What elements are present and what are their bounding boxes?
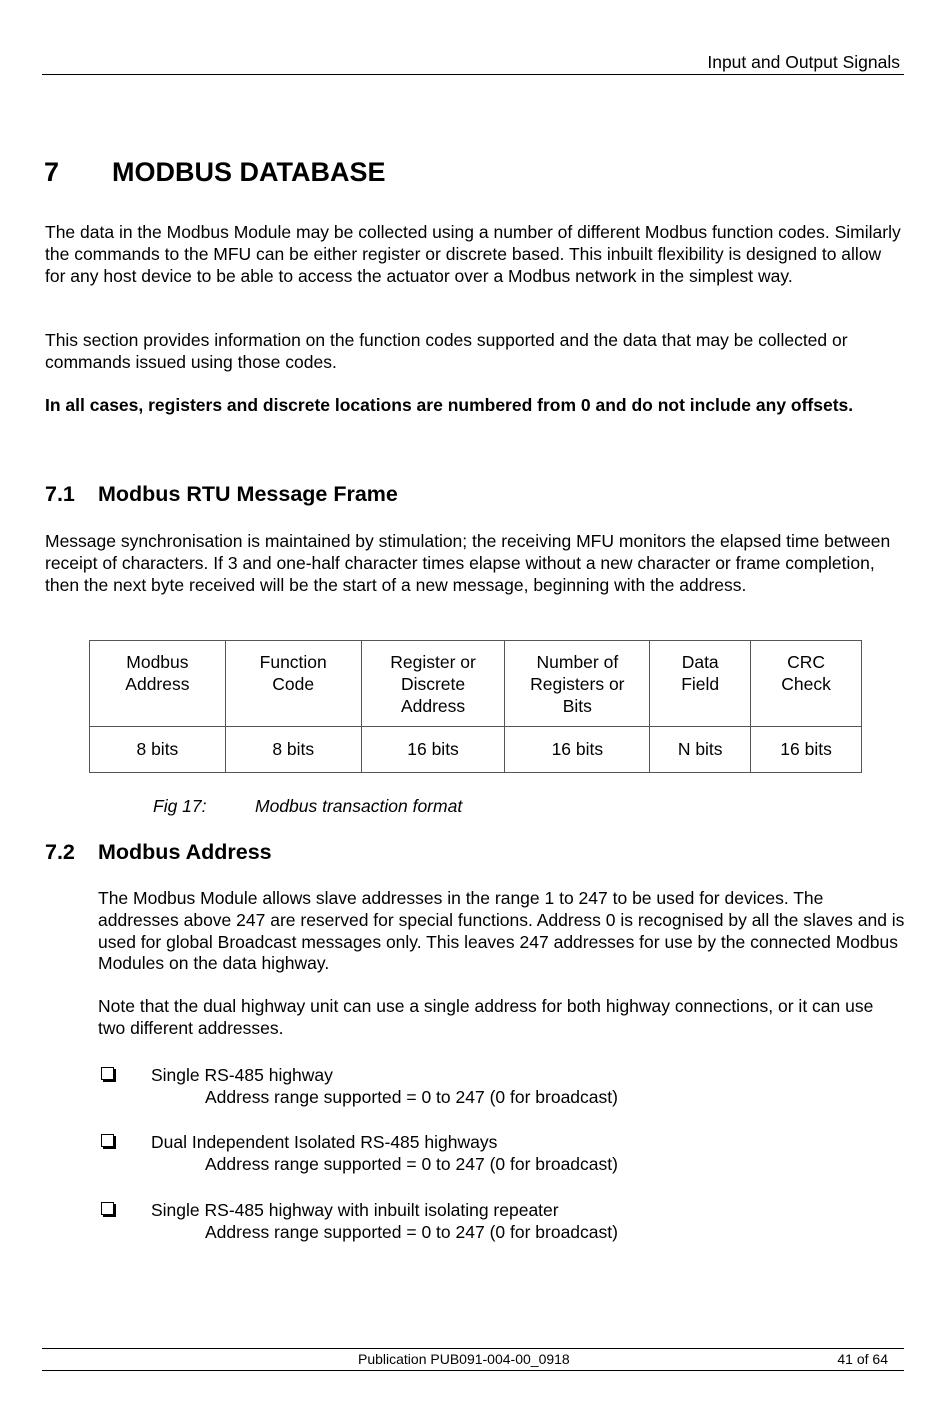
- option-address-range: Address range supported = 0 to 247 (0 for broadcast): [205, 1154, 618, 1174]
- footer-rule-bottom: [42, 1370, 904, 1371]
- footer-rule-top: [42, 1348, 904, 1349]
- table-header-cell: Data Field: [650, 641, 751, 727]
- checkbox-bullet-icon: [101, 1202, 114, 1215]
- section-7-2-title: Modbus Address: [98, 840, 272, 864]
- figure-caption-text: Modbus transaction format: [255, 796, 463, 816]
- chapter-title: MODBUS DATABASE: [112, 157, 386, 187]
- table-header-cell: Modbus Address: [90, 641, 226, 727]
- table-header-cell: Function Code: [225, 641, 361, 727]
- checkbox-bullet-icon: [101, 1067, 114, 1080]
- header-rule: [42, 74, 904, 75]
- option-title: Dual Independent Isolated RS-485 highways: [151, 1132, 498, 1152]
- table-row: [90, 727, 862, 773]
- section-7-2-paragraph-1: The Modbus Module allows slave addresses in the range 1 to 247 to be used for devices. The addresses above 247 are reserved for special functions. Address 0 is recognised by all the slaves and is used for global Broadcast messages only. This leaves 247 addresses for use by the connected Modbus Modules on the data highway.: [98, 888, 905, 974]
- footer-publication: Publication PUB091-004-00_0918: [358, 1351, 570, 1367]
- table-header-cell: CRC Check: [751, 641, 862, 727]
- option-address-range: Address range supported = 0 to 247 (0 for broadcast): [205, 1087, 618, 1107]
- chapter-number: 7: [44, 157, 60, 187]
- modbus-frame-table: [89, 640, 862, 773]
- section-7-1-title: Modbus RTU Message Frame: [98, 482, 398, 506]
- section-7-1-number: 7.1: [45, 482, 75, 506]
- table-cell: 16 bits: [751, 727, 862, 773]
- table-cell: 8 bits: [90, 727, 226, 773]
- section-7-2-paragraph-2: Note that the dual highway unit can use a single address for both highway connections, or it can use two different addresses.: [98, 996, 874, 1038]
- table-cell: 16 bits: [505, 727, 650, 773]
- intro-paragraph-1: The data in the Modbus Module may be collected using a number of different Modbus function codes. Similarly the commands to the MFU can be either register or discrete based. This inbuilt flexibility is designed to allow for any host device to be able to access the actuator over a Modbus network in the simplest way.: [45, 222, 901, 286]
- section-7-2-number: 7.2: [45, 840, 75, 864]
- intro-paragraph-2: This section provides information on the function codes supported and the data that may be collected or commands issued using those codes.: [45, 330, 848, 372]
- table-cell: 8 bits: [225, 727, 361, 773]
- figure-caption-label: Fig 17:: [153, 796, 207, 816]
- table-cell: N bits: [650, 727, 751, 773]
- table-header-row: [90, 641, 862, 727]
- checkbox-bullet-icon: [101, 1134, 114, 1147]
- option-title: Single RS-485 highway: [151, 1065, 333, 1085]
- footer-page-number: 41 of 64: [837, 1351, 888, 1367]
- section-7-1-body: Message synchronisation is maintained by stimulation; the receiving MFU monitors the elapsed time between receipt of characters. If 3 and one-half character times elapse without a new character or frame completion, then the next byte received will be the start of a new message, beginning with the address.: [45, 531, 891, 595]
- table-cell: 16 bits: [361, 727, 505, 773]
- intro-note-bold: In all cases, registers and discrete locations are numbered from 0 and do not include any offsets.: [45, 395, 854, 415]
- option-title: Single RS-485 highway with inbuilt isolating repeater: [151, 1200, 559, 1220]
- option-address-range: Address range supported = 0 to 247 (0 for broadcast): [205, 1222, 618, 1242]
- table-header-cell: Number of Registers or Bits: [505, 641, 650, 727]
- table-header-cell: Register or Discrete Address: [361, 641, 505, 727]
- running-header-title: Input and Output Signals: [707, 52, 900, 72]
